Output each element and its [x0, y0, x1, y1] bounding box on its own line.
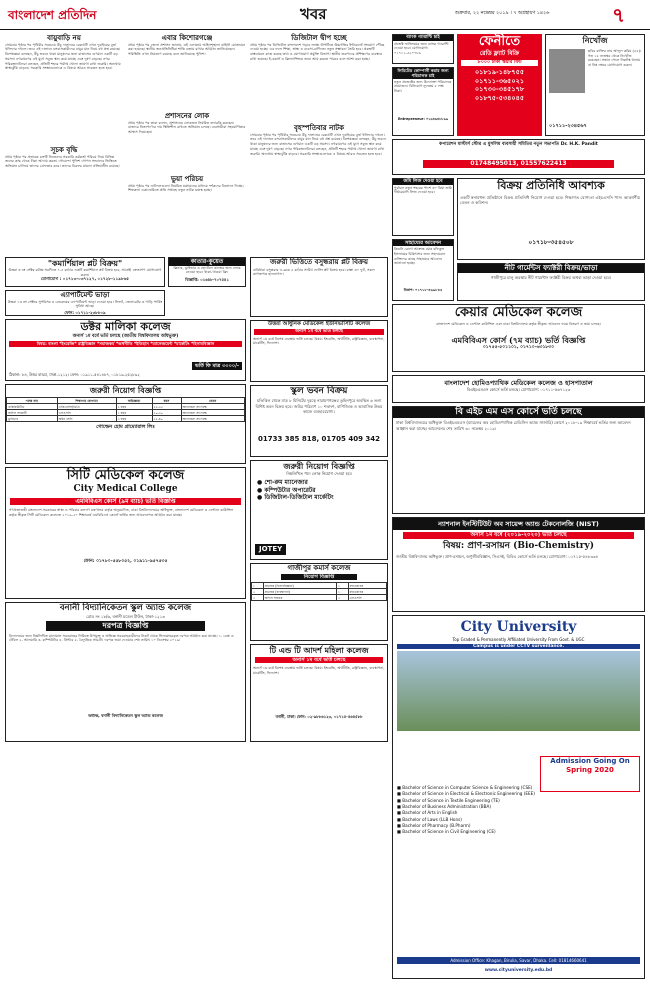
ad-subtitle: অনার্স ১ম বর্ষে (২০১৯-২০২০) ভর্তি চলছে: [403, 532, 634, 539]
ad-phone: বিজ্ঞাপ্তি: ০১৬৪৮-৭০৭৫৪১: [185, 276, 229, 282]
news-body: প্রথম পৃষ্ঠার পর ডিজিটাল বাংলাদেশ গড়ার লক্ষ্যে দ্বীপটিতে উচ্চগতির ইন্টারনেট সংযোগ পৌঁছে দেওয়া হচ্ছে। এর ফলে শিক্ষা, স্বাস্থ্য ও ব্যবসা-বাণিজ্যে নতুন সম্ভাবনা তৈরি হবে। প্রকল্পটি বাস্তবায়নে কাজ করছে তথ্য ও যোগাযোগ প্রযুক্তি বিভাগ। স্থানীয় তরুণদের প্রশিক্ষণের ব্যবস্থাও রাখা হয়েছে। ই-কমার্স ও ফ্রিল্যান্সিংয়ে তারা আয় করতে পারবে বলে আশা করা হচ্ছে।: [250, 42, 385, 61]
table-cell: ২২-৩৫: [152, 404, 181, 410]
ad-body: ছবির ব্যক্তির নাম আব্দুল করিম (৫৫)। গত ১৫ নভেম্বর থেকে নিখোঁজ রয়েছেন। সন্ধান পেলে নিকটস্থ থানায় বা নিম্ন নম্বরে যোগাযোগ করুন।: [588, 49, 642, 68]
news-block-7: [250, 124, 388, 224]
gazipur-table: [251, 582, 387, 601]
list-item: ■ Bachelor of Science in Civil Engineering (CE): [397, 829, 496, 835]
ad-sales-rep: [457, 178, 645, 260]
section-title: খবর: [300, 5, 327, 23]
ad-price: ৮০০০ টাকা স্কয়ার ফিট: [461, 60, 538, 66]
ad-tnt-college: [250, 644, 388, 742]
ad-title: বি এইচ এম এস কোর্সে ভর্তি চলছে: [393, 407, 644, 418]
list-item: ■ Bachelor of Pharmacy (B.Pharm): [397, 822, 471, 828]
list-item: ■ Bachelor of Arts in English: [397, 810, 458, 816]
ad-subtitle: দরপত্র বিজ্ঞপ্তি: [46, 621, 205, 631]
ad-title: জরুরী নিয়োগ বিজ্ঞপ্তি: [283, 461, 355, 471]
ad-title: ফেনীতে: [478, 34, 521, 49]
ad-title: উত্তরা আধুনিক মেডিকেল ইউনিভার্সিটি কলেজ: [267, 321, 371, 327]
news-block-5: [128, 175, 246, 253]
ad-subtitle: নিম্নলিখিত পদে লোক নিয়োগ দেওয়া হবে: [286, 471, 352, 476]
table-header: বয়স: [152, 398, 181, 404]
news-block-6: [250, 34, 388, 122]
admission-session: Spring 2020: [566, 765, 614, 774]
list-item: ● শো-রুম ম্যানেজার: [257, 479, 308, 486]
news-body: প্রথম পৃষ্ঠার পর জেলা প্রশাসন জানায়, ওই এলাকায় আইনশৃঙ্খলা বাহিনী মোতায়েন করা হয়েছে। স্থানীয় জনপ্রতিনিধিরা শান্তি বজায় রাখার আহ্বান জানিয়েছেন। পরিস্থিতি এখন নিয়ন্ত্রণে রয়েছে বলে জানিয়েছে পুলিশ।: [128, 42, 246, 57]
table-cell: ১: [252, 583, 264, 589]
table-header: অভিজ্ঞতা: [116, 398, 152, 404]
logo: বাংলাদেশ প্রতিদিন: [8, 8, 97, 22]
ad-body: বাংলাদেশ মেডিকেল ও ডেন্টাল কাউন্সিল এবং ঢাকা বিশ্ববিদ্যালয় কর্তৃক স্বীকৃত। আবেদন ফরম বিতরণ ও জমা চলছে।: [436, 322, 601, 327]
ad-title-en: City Medical College: [73, 484, 178, 495]
ad-title: স্কুল ভবন বিক্রয়: [290, 386, 348, 396]
ad-land-lease: [392, 178, 454, 236]
admission-box: [540, 756, 640, 792]
news-body: প্রথম পৃষ্ঠার পর তারা বলেন, প্রশাসনের লোকজন নিয়মিত তদারকি করছেন। বাজারে নিত্যপণ্যের দাম স্থিতিশীল রাখতে অভিযান চলছে। ব্যবসায়ীরা সহযোগিতার আশ্বাস দিয়েছেন।: [128, 120, 246, 135]
ad-phone: ০১৭৫৫-৫০১১০১, ০১৭১০-৬৩১৮৩০: [482, 345, 555, 351]
ad-body: জাতীয় বিশ্ববিদ্যালয় অধিভুক্ত। প্রাণ-রসায়ন, অণুজীববিজ্ঞান, সিএসই, বিবিএ কোর্সে ভর্তি চলছে। যোগাযোগ: ০১৭১৫-৫৪৮৩৩৪: [396, 554, 599, 560]
ad-phone: ফোন: ০১৭১১-২৩৮৮০৯: [64, 309, 106, 315]
ad-title: বনানী বিদ্যানিকেতন স্কুল অ্যান্ড কলেজ: [59, 603, 192, 613]
ad-title: ব্যাংক গ্যারান্টি চাই: [393, 35, 453, 41]
ad-city-university: [392, 615, 645, 979]
ad-title: কেয়ার মেডিকেল কলেজ: [454, 305, 583, 320]
list-item: ■ Bachelor of Science in Textile Engineering (TE): [397, 797, 500, 803]
ad-address: বনানী, ঢাকা। ফোন: ০২-৯৮৮৬১২৩, ০১৭১৫-৫৬৪৫৮৮: [275, 714, 363, 720]
ad-body: বারিধারা বসুন্ধরার এ-ব্লকে ৫ কাঠার সাউথ ফেসিং প্লট বিক্রয় হবে। রাস্তা ৩০ ফুট, সকল কাগজপত্র হালনাগাদ।: [253, 267, 375, 277]
ad-body: বিএইচএমএস কোর্সে ভর্তি চলছে। যোগাযোগ: ০১৭১১-৫৬৭১২৩: [466, 387, 571, 393]
table-cell: অফিস সহকারী: [7, 410, 58, 416]
news-body: সোমবার পৃষ্ঠার পর পৃথিবীর সবচেয়ে উঁচু দালানের রেকর্ডটি এখন দুবাইয়ের বুর্জ খলিফার দখলে। তবে এই দালানে বসবাসকারীদের বায়ুর মান নিয়ে বহু প্রশ্ন রয়েছে। বিশেষজ্ঞরা বলছেন, উঁচু ভবনে থাকা মানুষদের জন্য বাতাসের গুণমান একটি বড় সমস্যা। নগরায়ণের এই যুগে সবুজ স্থান কমে যাচ্ছে এবং দূষণ বাড়ছে। নগর পরিকল্পনাবিদরা বলছেন, প্রতিটি শহরে পর্যাপ্ত খোলা জায়গা রাখা জরুরি। অন্যথায় স্বাস্থ্যঝুঁকি বাড়বে। সরকারি সংস্থাগুলোকে এ বিষয়ে আরও সচেতন হতে হবে।: [5, 42, 121, 71]
ad-phone: যোগাযোগ : ০১৭১৩-০৩৭১২৭, ০১৭২৮-১১৯৮৬৫: [40, 276, 130, 281]
ad-title: কাতার-কুয়েত: [169, 258, 245, 266]
table-cell: আলোচনা সাপেক্ষে: [181, 410, 244, 416]
news-headline: ডিজিটাল দ্বীপ হচ্ছে: [291, 33, 347, 42]
university-name: City University: [460, 619, 577, 635]
admission-title: Admission Going On: [550, 757, 630, 765]
ad-nist: [392, 517, 645, 612]
table-cell: এক্সিকিউটিভ: [7, 404, 58, 410]
news-block-1: [5, 34, 123, 142]
table-cell: প্রভাষক (হিসাববিজ্ঞান): [263, 583, 336, 589]
ad-title: নিখোঁজ: [582, 35, 608, 45]
ad-title: জমি লিজ দেওয়া হবে: [393, 179, 453, 185]
ad-bank-guarantee: [392, 34, 454, 64]
ad-city-medical: [5, 467, 246, 599]
ad-school-building: [250, 385, 388, 457]
ad-title: কপারেশন মাস্টার্স স্টোর এ মুসলিম ব্যবসায়ী সমিতির নতুন সভাপতি Dr. H.K. Pandit: [439, 142, 598, 147]
ad-body: ঢাকা বিশ্ববিদ্যালয়ের অধিভুক্ত বিএইচএমএস (ব্যাচেলর অব হোমিওপ্যাথিক মেডিসিন অ্যান্ড সার্জারি) কোর্সে ২০১৮-১৯ শিক্ষাবর্ষে ভর্তির জন্য আবেদন আহ্বান করা যাচ্ছে। আবেদনের শেষ তারিখ ৩০ নভেম্বর ২০১৯।: [396, 420, 631, 431]
ad-address: রোড নং ১৮/৬, বনানী মডেল টাউন, ঢাকা-১২১৩: [86, 613, 165, 619]
news-headline: প্রশাসনের লোক: [164, 111, 210, 120]
job-list: [251, 476, 387, 505]
ad-title: ন্যাশনাল ইনস্টিটিউট অব সায়েন্স অ্যান্ড টেকনোলজি (NIST): [393, 518, 644, 530]
campus-photo: [397, 651, 640, 731]
admission-office: Admission Office: Khagan, Birulia, Savar, Dhaka. Cell: 01814660641: [397, 957, 640, 964]
ad-body: একটি স্বনামধন্য প্রতিষ্ঠানে বিক্রয় প্রতিনিধি নিয়োগ দেওয়া হবে। শিক্ষাগত যোগ্যতা এইচএসসি পাস। আকর্ষণীয় বেতন ও কমিশন।: [460, 194, 641, 206]
phone-number: ০১৮৭৫-৫৩৪০৪৫: [474, 94, 525, 103]
university-tagline: Top Graded & Permanently Affiliated University From Govt. & UGC: [452, 636, 585, 642]
news-block-2: [5, 146, 123, 254]
list-item: ● কম্পিউটার অপারেটর: [257, 486, 316, 494]
phone-number: ০১৭৩০-৩৪৫১৭৮: [474, 85, 525, 94]
table-cell: আলোচনা সাপেক্ষে: [181, 416, 244, 422]
table-cell: এইচএসসি/ডিগ্রি: [57, 404, 116, 410]
table-cell: ২৫-৪০: [152, 416, 181, 422]
table-cell: ৩: [252, 595, 264, 601]
table-cell: এসএসসি: [57, 410, 116, 416]
ad-phone: 01748495013, 01557622413: [423, 160, 614, 168]
ad-apartment-rent: [5, 290, 165, 316]
table-cell: স্নাতকোত্তর: [348, 589, 386, 595]
ad-contact: ফোন: ০১৭৮০-৫৫৮০৫২, ০১৯১১-৯৫৭৫৩৫: [83, 559, 168, 564]
news-headline: ভুয়া পরিচয়: [170, 174, 204, 183]
ad-fee-badge: ভর্তি ফি মাত্র ৩০০০/-: [192, 362, 242, 370]
ad-uttara-uni: [250, 320, 388, 382]
list-item: ■ Bachelor of Business Administration (BBA): [397, 804, 492, 810]
table-cell: এসএসসি: [348, 595, 386, 601]
ad-malika-college: [5, 319, 246, 381]
ad-body: উত্তরা ৩ নং সেক্টর রবীন্দ্র সরণিতে ৭.৫ কাঠার একটি কমার্শিয়াল প্লট বিক্রয় হবে, আগ্রহী ক্রেতাগণ যোগাযোগ করুন।: [8, 268, 162, 276]
ad-subtitle: রেডি ফ্ল্যাট বিক্রি: [479, 50, 520, 58]
table-cell: ১: [336, 589, 348, 595]
news-block-4: [128, 112, 246, 172]
ad-body: পূর্বাচল নতুন শহরের পাশে ৩০ বিঘা জমি দীর্ঘমেয়াদি লিজ দেওয়া হবে।: [394, 185, 452, 195]
masthead: [0, 0, 650, 30]
ad-title: লিমিটেড কোম্পানী করার জন্য পরিচালক চাই: [393, 68, 453, 79]
table-cell: অফিস সহায়ক: [263, 595, 336, 601]
table-cell: আলোচনা সাপেক্ষে: [181, 404, 244, 410]
ad-body: কিডনি রোগে আক্রান্ত মোঃ রফিকুল ইসলামের চিকিৎসার জন্য সহৃদয়বান ব্যক্তিদের কাছে সাহায্যের আবেদন জানানো হচ্ছে।: [394, 247, 446, 266]
news-body: প্রথম পৃষ্ঠার পর প্রতারক চক্রটি নিজেদের সরকারি কর্মকর্তা পরিচয় দিয়ে বিভিন্ন জনের কাছ থেকে টাকা আদায় করত। গোয়েন্দা পুলিশ গোপন সংবাদের ভিত্তিতে অভিযান চালিয়ে তাদের গ্রেফতার করে। তাদের বিরুদ্ধে মামলা প্রক্রিয়াধীন রয়েছে।: [5, 154, 120, 169]
ad-subjects: বিষয়: বাংলা *ইংরেজি* রাষ্ট্রবিজ্ঞান *সমাজকর্ম *অর্থনীতি *ইতিহাস *ম্যানেজমেন্ট *মার্কেটিং *হিসাববিজ্ঞান: [9, 341, 242, 346]
list-item: ● ডিজিটাল-ডিজিটাল মার্কেটিং: [257, 494, 334, 501]
news-block-3: [128, 34, 246, 110]
table-cell: ড্রাইভার: [7, 416, 58, 422]
table-cell: ২ বছর: [116, 404, 152, 410]
ad-help-request: [392, 239, 454, 301]
ad-knit-factory: [457, 263, 645, 301]
ad-subtitle: এমবিবিএস কোর্স (৯ম ব্যাচ) ভর্তি বিজ্ঞপ্তি: [10, 498, 241, 506]
news-body: সোমবার পৃষ্ঠার পর পৃথিবীর সবচেয়ে উঁচু দালানের রেকর্ডটি এখন দুবাইয়ের বুর্জ খলিফার দখলে। তবে এই দালানে বসবাসকারীদের বায়ুর মান নিয়ে বহু প্রশ্ন রয়েছে। বিশেষজ্ঞরা বলছেন, উঁচু ভবনে থাকা মানুষদের জন্য বাতাসের গুণমান একটি বড় সমস্যা। নগরায়ণের এই যুগে সবুজ স্থান কমে যাচ্ছে এবং দূষণ বাড়ছে। নগর পরিকল্পনাবিদরা বলছেন, প্রতিটি শহরে পর্যাপ্ত খোলা জায়গা রাখা জরুরি। অন্যথায় স্বাস্থ্যঝুঁকি বাড়বে। সরকারি সংস্থাগুলোকে এ বিষয়ে আরও সচেতন হতে হবে।: [250, 132, 386, 156]
missing-person-photo: [549, 49, 585, 93]
ad-title: নীট গার্মেন্টস ফ্যাক্টরী বিক্রয়/ভাড়া: [458, 264, 644, 273]
ad-body: ক্লিনার, ড্রাইভার ও হোটেলে কাজের জন্য লোক নেওয়া হবে। থাকা-খাওয়া ফ্রি।: [173, 265, 241, 275]
table-cell: ৩ বছর: [116, 416, 152, 422]
table-header: শিক্ষাগত যোগ্যতা: [57, 398, 116, 404]
ad-subtitle: এমবিবিএস কোর্স (৭ম ব্যাচ) ভর্তি বিজ্ঞপ্তি: [451, 335, 586, 346]
university-web[interactable]: www.cityuniversity.edu.bd: [484, 968, 553, 974]
phone-list: [457, 68, 542, 103]
ad-banani-school: [5, 602, 246, 742]
ad-title: সাহায্যের আবেদন: [393, 240, 453, 246]
ad-katar: [168, 257, 246, 287]
ad-badge: অনার্স ১ম বর্ষে ভর্তি চলছে: [254, 329, 384, 335]
ad-title: জরুরী নিয়োগ বিজ্ঞপ্তি: [89, 385, 162, 395]
ad-homeo-college: [392, 375, 645, 403]
list-item: ■ Bachelor of Science in Computer Science & Engineering (CSE): [397, 785, 533, 791]
ad-title: টি এন্ড টি আদর্শ মহিলা কলেজ: [269, 645, 369, 655]
table-cell: ২: [252, 589, 264, 595]
ad-body: বিদ্যালয়ের জন্য নিম্নলিখিত মালামাল সরবরাহের নিমিত্তে উপযুক্ত ও অভিজ্ঞ সরবরাহকারীদের নিকট থেকে সিলমোহরকৃত দরপত্র আহ্বান করা যাচ্ছে। ১. বেঞ্চ ও টেবিল ২. আলমারি ৩. কম্পিউটার ৪. প্রিন্টার ৫. বৈদ্যুতিক সামগ্রী। দরপত্র জমা দেওয়ার শেষ তারিখ ১০ ডিসেম্বর ২০১৯।: [9, 633, 234, 643]
table-cell: অষ্টম শ্রেণি: [57, 416, 116, 422]
ad-subject: বিষয়: প্রাণ-রসায়ন (Bio-Chemistry): [443, 541, 594, 551]
table-cell: ১ বছর: [116, 410, 152, 416]
ad-body: গণপ্রজাতন্ত্রী বাংলাদেশ সরকারের স্বাস্থ্য ও পরিবার কল্যাণ মন্ত্রণালয় কর্তৃক অনুমোদিত, ঢাকা বিশ্ববিদ্যালয়ের অধিভুক্ত, বাংলাদেশ মেডিকেল ও ডেন্টাল কাউন্সিল কর্তৃক স্বীকৃত সিটি মেডিকেল কলেজে ২০১৯-২০ শিক্ষাবর্ষে এমবিবিএস কোর্সে ভর্তির জন্য আবেদনপত্র আহ্বান করা যাচ্ছে।: [9, 508, 234, 517]
news-headline: এবার কিশোরগঞ্জে: [161, 33, 213, 42]
ad-title: বিক্রয় প্রতিনিধি আবশ্যক: [497, 179, 605, 192]
ad-homeo-banner: [392, 139, 645, 175]
table-header: বেতন: [181, 398, 244, 404]
table-cell: ২: [336, 595, 348, 601]
ad-contact: Entrepreneur: ০১৬৪৬৪৮৮৯৯: [397, 116, 449, 121]
ad-gazipur-college: [250, 563, 388, 641]
ad-body: উত্তরা ১৩ নং সেক্টরে সুপরিসর ৩ বেডরুমের এ্যাপার্টমেন্ট ভাড়া দেওয়া হবে। লিফট, জেনারেটর ও গাড়ি পার্কিং সুবিধা আছে।: [7, 299, 163, 309]
news-body: প্রথম পৃষ্ঠার পর নাট্যদলগুলো নিয়মিত মঞ্চায়নের মাধ্যমে দর্শকদের বিনোদন দিচ্ছে। শিল্পকলা একাডেমিতে প্রতি সপ্তাহে নতুন নাটক মঞ্চস্থ হচ্ছে।: [128, 183, 244, 193]
ad-title: "কমার্শিয়াল প্লট বিক্রয়": [47, 258, 123, 268]
phone-number: ০১৮১৯-১৪৮৭৫৫: [474, 67, 525, 76]
ad-title: এ্যাপার্টমেন্ট ভাড়া: [60, 290, 110, 299]
ad-subtitle: অনার্স ১ম বর্ষে ভর্তি চলছে: [255, 657, 383, 663]
table-cell: ২০-৩০: [152, 410, 181, 416]
ad-phone: ০১৭১৮-৩৫৪৫০৮: [528, 238, 574, 246]
table-row: [7, 416, 245, 422]
ad-ltd-company: [392, 67, 454, 136]
cctv-banner: Campus is under CCTV surveillance.: [397, 644, 640, 650]
ad-title: বাংলাদেশ হোমিওপ্যাথিক মেডিকেল কলেজ ও হাসপাতাল: [444, 379, 593, 387]
table-row: [252, 595, 387, 601]
ad-jotey: [250, 460, 388, 560]
ad-plot-sale: [250, 257, 388, 317]
ad-phone: 01733 385 818, 01705 409 342: [258, 435, 380, 444]
table-header: পদের নাম: [7, 398, 58, 404]
date: শুক্রবার, ২২ নভেম্বর ২০১৯ । ৭ অগ্রহায়ণ ১৪২৬: [455, 11, 550, 16]
ad-body: মতিঝিল থেকে মাত্র ৮ মিনিটের দূরত্বে নারায়ণগঞ্জের তুহিনপুরে অবস্থিত ৬ তলা বিশিষ্ট ভবন বিক্রয় হবে। জমির পরিমাণ ১০ শতাংশ, বাণিজ্যিক ও আবাসিক উভয় কাজে ব্যবহারযোগ্য।: [255, 398, 383, 414]
news-headline: সূচক বৃদ্ধি: [50, 145, 78, 154]
ad-body: অনার্স ১ম বর্ষে বিশেষ ব্যবস্থায় ভর্তি চলছে। বিষয়: ইংরেজি, অর্থনীতি, রাষ্ট্রবিজ্ঞান, ব্যবস্থাপনা, মার্কেটিং, ফিন্যান্স।: [253, 336, 385, 346]
ad-title: গাজীপুর কমার্স কলেজ: [287, 563, 351, 572]
ad-subtitle: অনার্স ১ম বর্ষে ভর্তি চলছে (জাতীয় বিশ্ববিদ্যালয় অধিভুক্ত): [72, 333, 179, 339]
ad-body: প্রজেক্ট ফান্ডিংয়ের জন্য ব্যাংক গ্যারান্টি দেওয়া হবে। যোগাযোগ: ০১৭১১-৫২০৭৮৯: [394, 41, 449, 56]
ad-address: ঠিকানা: ৮৪, উত্তর বাড্ডা, ঢাকা-১২১২। ফোন: ০১৯১১-৫৪১৪৮৭, ০১৮১৯-২৫২৮৯২: [9, 372, 140, 377]
ad-subtitle: নিয়োগ বিজ্ঞপ্তি: [281, 574, 357, 580]
ad-care-medical: [392, 304, 645, 372]
table-cell: প্রভাষক (ব্যবস্থাপনা): [263, 589, 336, 595]
brand-logo: JOTEY: [255, 544, 286, 555]
ad-title: জরুরী ভিত্তিতে বসুন্ধরায় প্লট বিক্রয়: [269, 257, 369, 266]
ad-missing: [545, 34, 645, 136]
ad-feni-flat: [457, 34, 542, 136]
news-headline: বৃহস্পতিবার নাটক: [294, 123, 344, 132]
list-item: ■ Bachelor of Laws (LLB Hons): [397, 816, 462, 822]
ad-commercial-plot: [5, 257, 165, 287]
ad-body: গাজীপুরে চালু অবস্থায় নীট গার্মেন্টস ফ্যাক্টরী বিক্রয় অথবা ভাড়া দেওয়া হবে।: [490, 274, 612, 280]
ad-account: বিকাশ: ০১৭১৮-৪৬৯৮৪৫: [403, 288, 443, 293]
ad-title: ডক্টর মালিকা কলেজ: [80, 320, 171, 333]
ad-phone: ০১৭১১-২৩৪৫৬৭: [549, 123, 587, 129]
phone-number: ০১৭১১-৩৬৫০২১: [474, 76, 525, 85]
ad-org: গোল্ডেন হোম গ্রাম্যোরাল লিঃ: [96, 424, 155, 430]
ad-title: সিটি মেডিকেল কলেজ: [66, 468, 185, 483]
page-number: ৭: [612, 3, 626, 27]
ad-body: নতুন প্রজেক্টের জন্য উদ্যোক্তা পরিচালক প্রয়োজন। বিনিয়োগ ন্যূনতম ৫ লক্ষ টাকা।: [394, 79, 452, 93]
ad-signature: অধ্যক্ষ, বনানী বিদ্যানিকেতন স্কুল অ্যান্ড কলেজ: [88, 712, 163, 718]
list-item: ■ Bachelor of Science in Electrical & Electronic Engineering (EEE): [397, 791, 535, 797]
table-cell: ১: [336, 583, 348, 589]
table-cell: স্নাতকোত্তর: [348, 583, 386, 589]
ad-bhms-admission: [392, 406, 645, 514]
job-table: [6, 397, 245, 422]
ad-body: অনার্স ১ম বর্ষে বিশেষ ব্যবস্থায় ভর্তি চলছে। বিষয়: ইংরেজি, অর্থনীতি, রাষ্ট্রবিজ্ঞান, ব্যবস্থাপনা, মার্কেটিং, ফিন্যান্স।: [253, 666, 385, 675]
news-headline: বায়ুবাড়ি নয়: [47, 33, 81, 42]
ad-job-circular: [5, 384, 246, 464]
